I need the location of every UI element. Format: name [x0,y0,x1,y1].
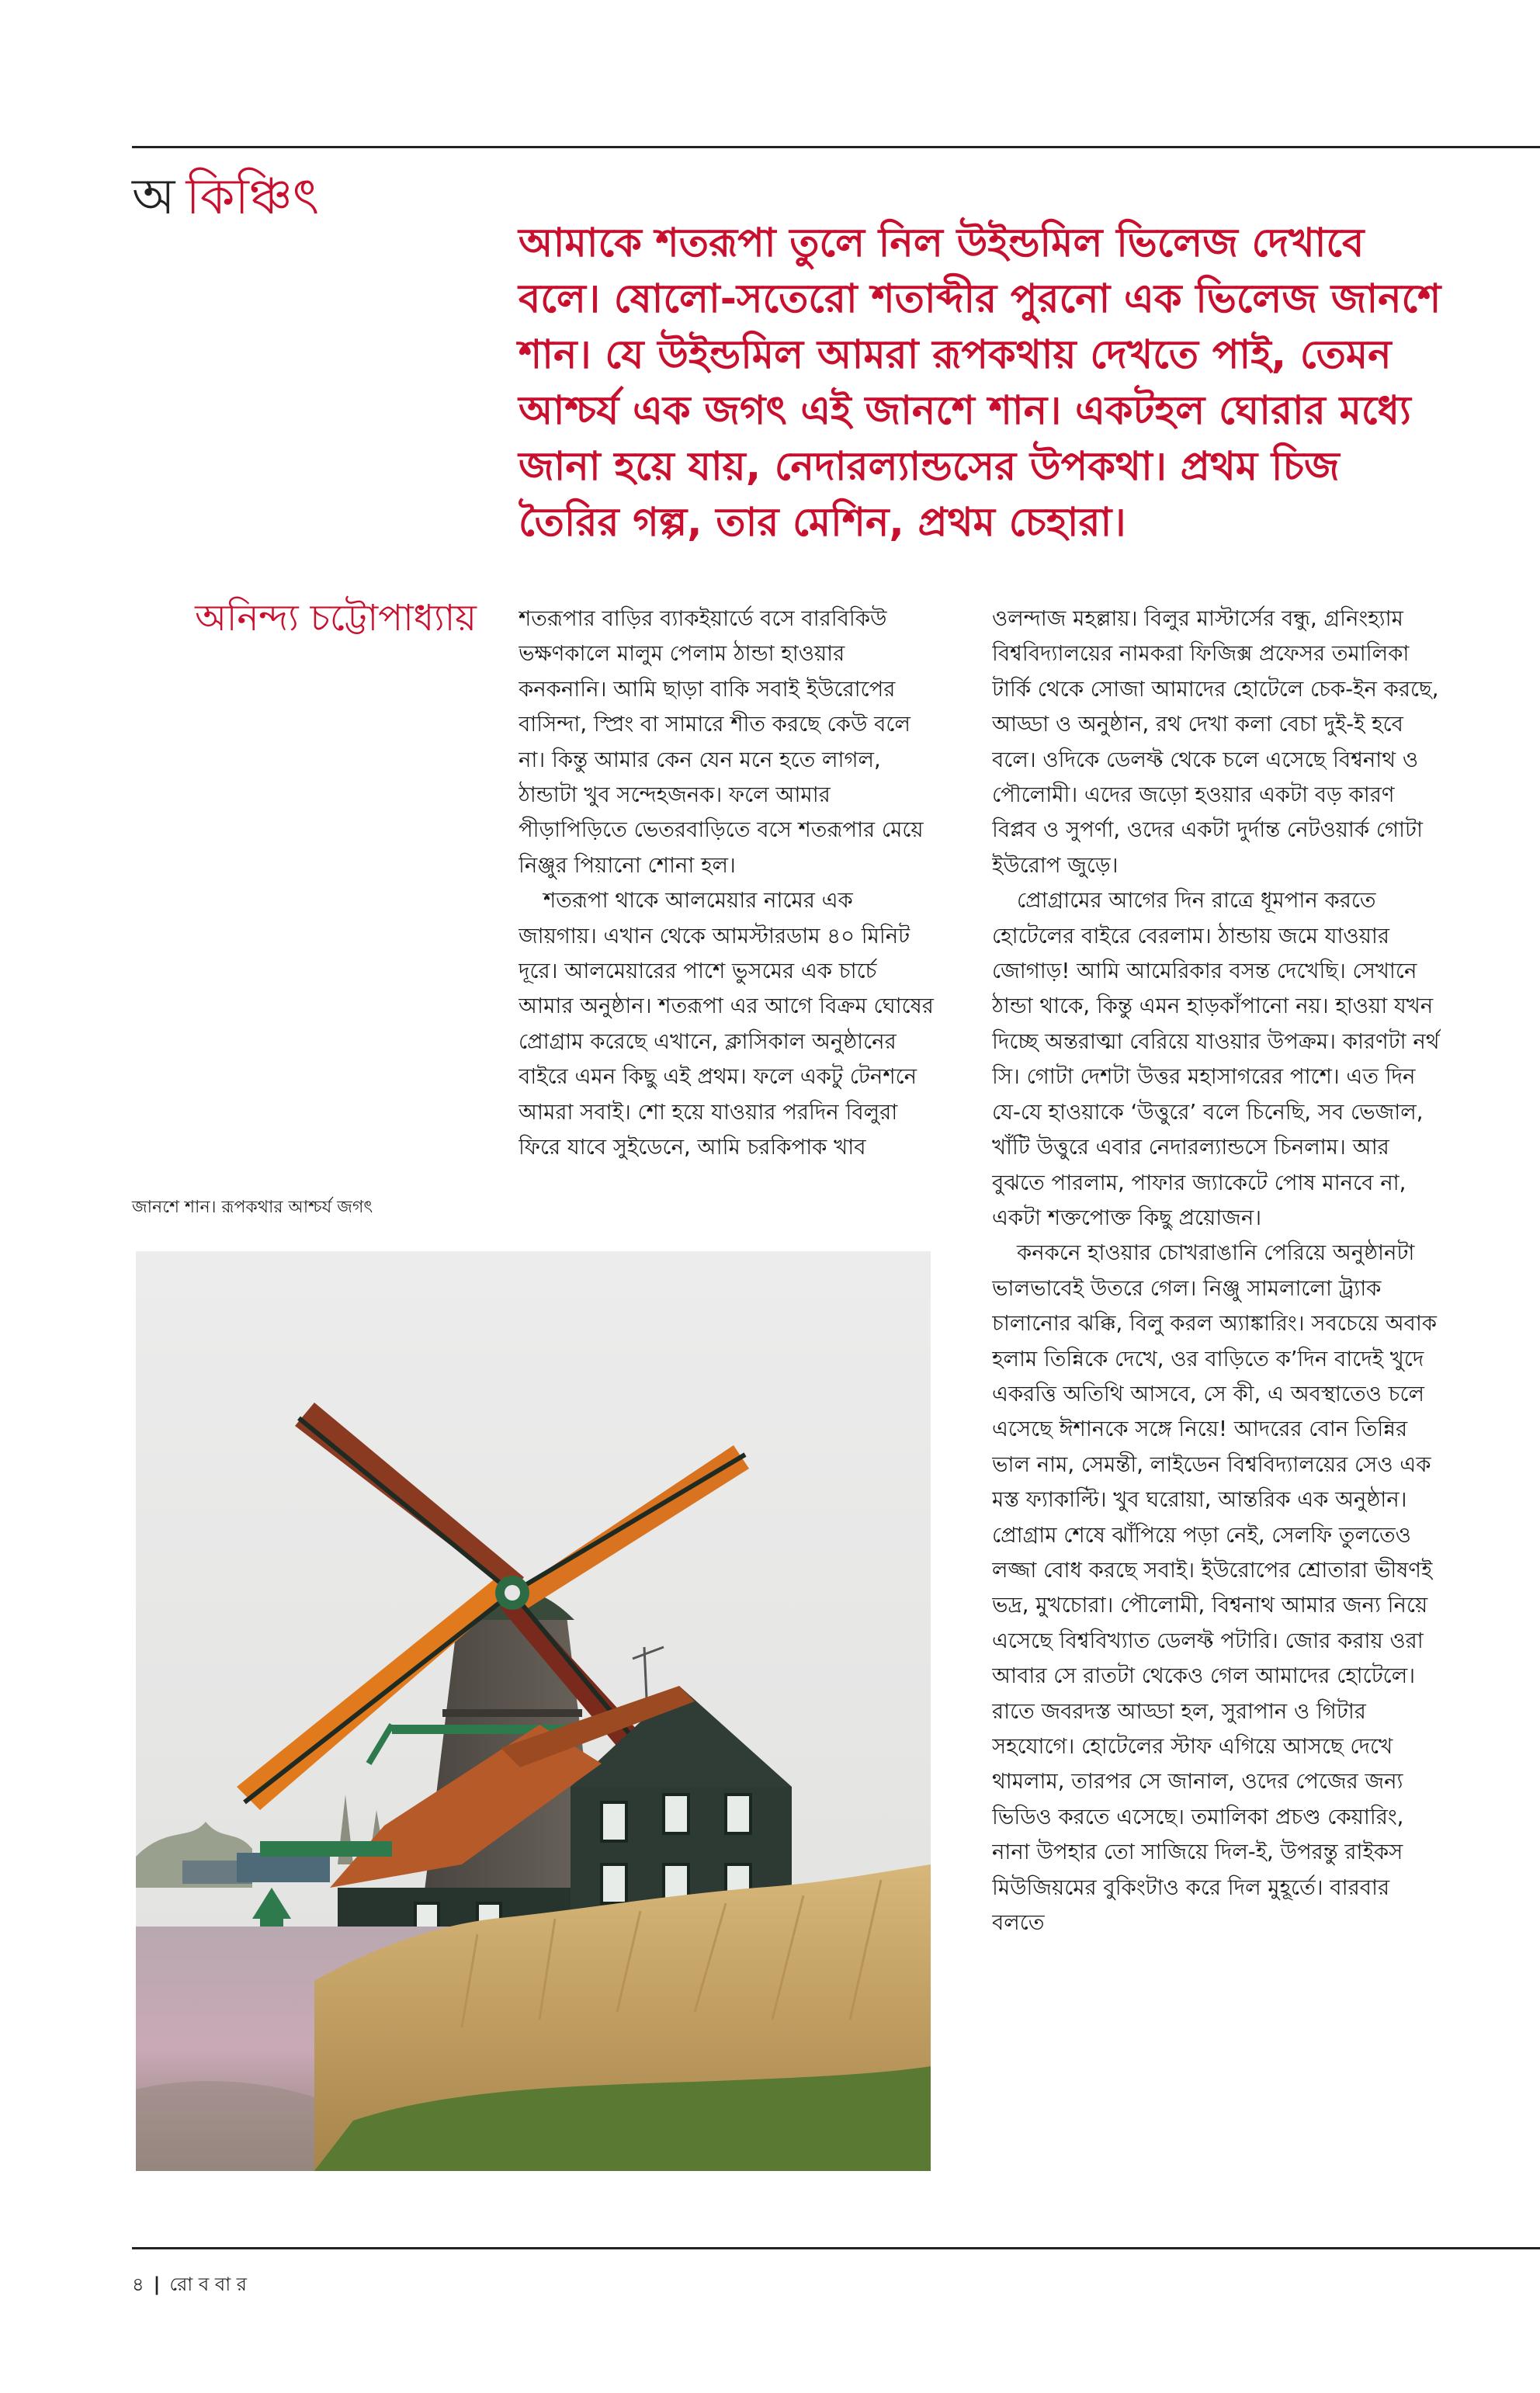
lead-paragraph: আমাকে শতরূপা তুলে নিল উইন্ডমিল ভিলেজ দেখাবে বলে। ষোলো-সতেরো শতাব্দীর পুরনো এক ভিলেজ জানশে শান। যে উইন্ডমিল আমরা রূপকথায় দেখতে পাই, তেমন আশ্চর্য এক জগৎ এই জানশে শান। একটহল ঘোরার মধ্যে জানা হয়ে যায়, নেদারল্যান্ডসের উপকথা। প্রথম চিজ তৈরির গল্প, তার মেশিন, প্রথম চেহারা। [519,220,1441,546]
column1-paragraph-2: শতরূপা থাকে আলমেয়ার নামের এক জায়গায়। এখান থেকে আমস্টারডাম ৪০ মিনিট দূরে। আলমেয়ারের পাশে ভুসমের এক চার্চে আমার অনুষ্ঠান। শতরূপা এর আগে বিক্রম ঘোষের প্রোগ্রাম করেছে এখানে, ক্লাসিকাল অনুষ্ঠানের বাইরে এমন কিছু এই প্রথম। ফলে একটু টেনশনে আমরা সবাই। শো হয়ে যাওয়ার পরদিন বিলুরা ফিরে যাবে সুইডেনে, আমি চরকিপাক খাব [519,888,934,1160]
column2-paragraph-1: ওলন্দাজ মহল্লায়। বিলুর মাস্টার্সের বন্ধু, গ্রনিংহ্যাম বিশ্ববিদ্যালয়ের নামকরা ফিজিক্স প্রফেসর তমালিকা টার্কি থেকে সোজা আমাদের হোটেলে চেক-ইন করছে, আড্ডা ও অনুষ্ঠান, রথ দেখা কলা বেচা দুই-ই হবে বলে। ওদিকে ডেলফ্ট থেকে চলে এসেছে বিশ্বনাথ ও পৌলোমী। এদের জড়ো হওয়ার একটা বড় কারণ বিপ্লব ও সুপর্ণা, ওদের একটা দুর্দান্ত নেটওয়ার্ক গোটা ইউরোপ জুড়ে। [992,606,1439,878]
section-header [132,168,319,226]
article-column-1 [519,602,938,1207]
footer-separator: | [153,2273,161,2295]
top-rule [132,146,1540,148]
column2-paragraph-3: কনকনে হাওয়ার চোখরাঙানি পেরিয়ে অনুষ্ঠানটা ভালভাবেই উতরে গেল। নিঞ্জু সামলালো ট্র্যাক চালানোর ঝক্কি, বিলু করল অ্যাঙ্কারিং। সবচেয়ে অবাক হলাম তিন্নিকে দেখে, ওর বাড়িতে ক’দিন বাদেই খুদে একরত্তি অতিথি আসবে, সে কী, এ অবস্থাতেও চলে এসেছে ঈশানকে সঙ্গে নিয়ে! আদরের বোন তিন্নির ভাল নাম, সেমন্তী, লাইডেন বিশ্ববিদ্যালয়ের সেও এক মস্ত ফ্যাকাল্টি। খুব ঘরোয়া, আন্তরিক এক অনুষ্ঠান। প্রোগ্রাম শেষে ঝাঁপিয়ে পড়া নেই, সেলফি তুলতেও লজ্জা বোধ করছে সবাই। ইউরোপের শ্রোতারা ভীষণই ভদ্র, মুখচোরা। পৌলোমী, বিশ্বনাথ আমার জন্য নিয়ে এসেছে বিশ্ববিখ্যাত ডেলফ্ট পটারি। জোর করায় ওরা আবার সে রাতটা থেকেও গেল আমাদের হোটেলে। রাতে জবরদস্ত আড্ডা হল, সুরাপান ও গিটার সহযোগে। হোটেলের স্টাফ এগিয়ে আসছে দেখে থামলাম, তারপর সে জানাল, ওদের পেজের জন্য ভিডিও করতে এসেছে। তমালিকা প্রচণ্ড কেয়ারিং, নানা উপহার তো সাজিয়ে দিল-ই, উপরন্তু রাইকস মিউজিয়মের বুকিংটাও করে দিল মুহূর্তে। বারবার বলতে [992,1240,1438,1936]
section-prefix: অ [132,168,175,226]
section-title: কিঞ্চিৎ [186,168,319,226]
page-footer [132,2270,247,2301]
author-byline: অনিন্দ্য চট্টোপাধ্যায় [195,597,477,640]
page-number: ৪ [132,2273,144,2295]
publication-name: রো ব বা র [169,2273,248,2295]
windmill-photo [136,1251,931,2171]
bottom-rule [132,2247,1540,2249]
column1-paragraph-1: শতরূপার বাড়ির ব্যাকইয়ার্ডে বসে বারবিকিউ ভক্ষণকালে মালুম পেলাম ঠান্ডা হাওয়ার কনকনানি। আমি ছাড়া বাকি সবাই ইউরোপের বাসিন্দা, স্প্রিং বা সামারে শীত করছে কেউ বলে না। কিন্তু আমার কেন যেন মনে হতে লাগল, ঠান্ডাটা খুব সন্দেহজনক। ফলে আমার পীড়াপিড়িতে ভেতরবাড়িতে বসে শতরূপার মেয়ে নিঞ্জুর পিয়ানো শোনা হল। [519,606,924,878]
photo-caption: জানশে শান। রূপকথার আশ্চর্য জগৎ [132,1198,373,1217]
article-column-2 [992,602,1441,2201]
column2-paragraph-2: প্রোগ্রামের আগের দিন রাত্রে ধূমপান করতে হোটেলের বাইরে বেরলাম। ঠান্ডায় জমে যাওয়ার জোগাড়! আমি আমেরিকার বসন্ত দেখেছি। সেখানে ঠান্ডা থাকে, কিন্তু এমন হাড়কাঁপানো নয়। হাওয়া যখন দিচ্ছে অন্তরাত্মা বেরিয়ে যাওয়ার উপক্রম। কারণটা নর্থ সি। গোটা দেশটা উত্তর মহাসাগরের পাশে। এত দিন যে-যে হাওয়াকে ‘উত্তুরে’ বলে চিনেছি, সব ভেজাল, খাঁটি উত্তুরে এবার নেদারল্যান্ডসে চিনলাম। আর বুঝতে পারলাম, পাফার জ্যাকেটে পোষ মানবে না, একটা শক্তপোক্ত কিছু প্রয়োজন। [992,888,1440,1230]
